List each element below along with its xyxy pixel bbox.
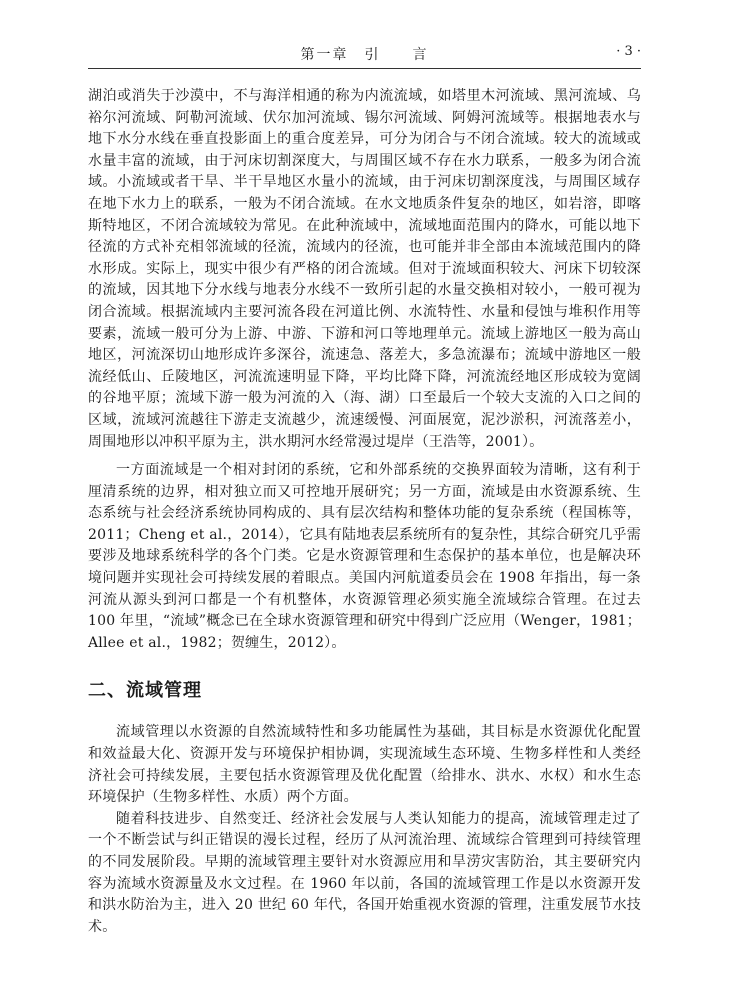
running-header	[88, 44, 641, 68]
paragraph-management-basis: 流域管理以水资源的自然流域特性和多功能属性为基础，其目标是水资源优化配置和效益最大化、资源开发与环境保护相协调，实现流域生态环境、生物多样性和人类经济社会可持续发展，主要包括水资源管理及优化配置（给排水、洪水、水权）和水生态环境保护（生物多样性、水质）两个方面。	[88, 724, 641, 806]
paragraph-watershed-system: 一方面流域是一个相对封闭的系统，它和外部系统的交换界面较为清晰，这有利于厘清系统的边界，相对独立而又可控地开展研究；另一方面，流域是由水资源系统、生态系统与社会经济系统协同构成的、具有层次结构和整体功能的复杂系统（程国栋等，2011；Cheng et al.，2014），它具有陆地表层系统所有的复杂性，其综合研究几乎需要涉及地球系统科学的各个门类。它是水资源管理和生态保护的基本单位，也是解决环境问题并实现社会可持续发展的着眼点。美国内河航道委员会在 1908 年指出，每一条河流从源头到河口都是一个有机整体，水资源管理必须实施全流域综合管理。在过去 100 年里，“流域”概念已在全球水资源管理和研究中得到广泛应用（Wenger，1981；Allee et al.，1982；贺缠生，2012）。	[88, 462, 641, 651]
paragraph-management-history: 随着科技进步、自然变迁、经济社会发展与人类认知能力的提高，流域管理走过了一个不断尝试与纠正错误的漫长过程，经历了从河流治理、流域综合管理到可持续管理的不同发展阶段。早期的流域管理主要针对水资源应用和旱涝灾害防治，其主要研究内容为流域水资源量及水文过程。在 1960 年以前，各国的流域管理工作是以水资源开发和洪水防治为主，进入 20 世纪 60 年代，各国开始重视水资源的管理，注重发展节水技术。	[88, 810, 641, 935]
page-number: · 3 ·	[616, 44, 641, 59]
header-divider	[88, 68, 641, 69]
chapter-title: 第一章 引 言	[300, 47, 429, 63]
page-body	[88, 86, 641, 938]
section-heading: 二、流域管理	[88, 680, 202, 702]
paragraph-continued: 湖泊或消失于沙漠中，不与海洋相通的称为内流流域，如塔里木河流域、黑河流域、乌裕尔河流域、阿勒河流域、伏尔加河流域、锡尔河流域、阿姆河流域等。根据地表水与地下水分水线在垂直投影面上的重合度差异，可分为闭合与不闭合流域。较大的流域或水量丰富的流域，由于河床切割深度大，与周围区域不存在水力联系，一般多为闭合流域。小流域或者干旱、半干旱地区水量小的流域，由于河床切割深度浅，与周围区域存在地下水力上的联系，一般为不闭合流域。在水文地质条件复杂的地区，如岩溶，即喀斯特地区，不闭合流域较为常见。在此种流域中，流域地面范围内的降水，可能以地下径流的方式补充相邻流域的径流，流域内的径流，也可能并非全部由本流域范围内的降水形成。实际上，现实中很少有严格的闭合流域。但对于流域面积较大、河床下切较深的流域，因其地下分水线与地表分水线不一致所引起的水量交换相对较小，一般可视为闭合流域。根据流域内主要河流各段在河道比例、水流特性、水量和侵蚀与堆积作用等要素，流域一般可分为上游、中游、下游和河口等地理单元。流域上游地区一般为高山地区，河流深切山地形成许多深谷，流速急、落差大，多急流瀑布；流域中游地区一般流经低山、丘陵地区，河流流速明显下降，平均比降下降，河流流经地区形成较为宽阔的谷地平原；流域下游一般为河流的入（海、湖）口至最后一个较大支流的入口之间的区域，流域河流越往下游走支流越少，流速缓慢、河面展宽，泥沙淤积，河流落差小，周围地形以冲积平原为主，洪水期河水经常漫过堤岸（王浩等，2001）。	[88, 88, 641, 450]
